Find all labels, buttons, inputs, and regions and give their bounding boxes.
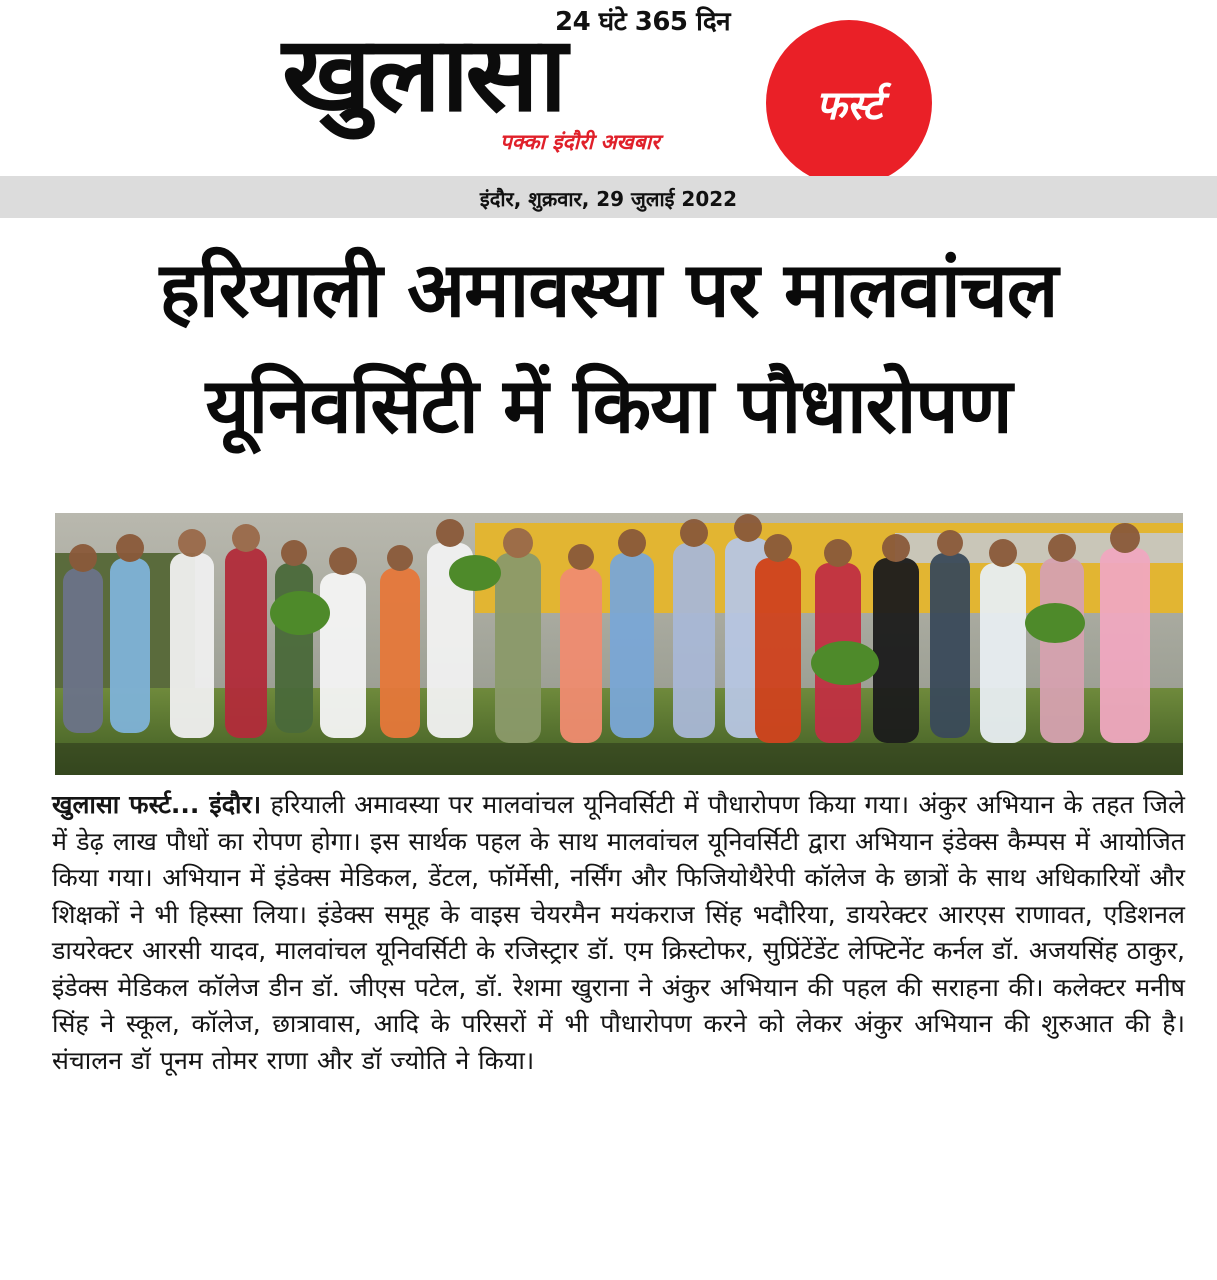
article-dateline: खुलासा फर्स्ट... इंदौर। [52,790,262,819]
group-photo-image [55,513,1183,775]
headline-line-2: यूनिवर्सिटी में किया पौधारोपण [205,361,1012,450]
masthead [0,0,1217,175]
badge-text: फर्स्ट [815,81,883,129]
group-photo [55,513,1183,775]
article-text: हरियाली अमावस्या पर मालवांचल यूनिवर्सिटी में पौधारोपण किया गया। अंकुर अभियान के तहत जिले में डेढ़ लाख पौधों का रोपण होगा। इस सार्थक पहल के साथ मालवांचल यूनिवर्सिटी द्वारा अभियान इंडेक्स कैम्पस में आयोजित किया गया। अभियान में इंडेक्स मेडिकल, डेंटल, फॉर्मेसी, नर्सिंग और फिजियोथैरेपी कॉलेज के छात्रों के साथ अधिकारियों और शिक्षकों ने भी हिस्सा लिया। इंडेक्स समूह के वाइस चेयरमैन मयंकराज सिंह भदौरिया, डायरेक्टर आरएस राणावत, एडिशनल डायरेक्टर आरसी यादव, मालवांचल यूनिवर्सिटी के रजिस्ट्रार डॉ. एम क्रिस्टोफर, सुप्रिंटेंडेंट लेफ्टिनेंट कर्नल डॉ. अजयसिंह ठाकुर, इंडेक्स मेडिकल कॉलेज डीन डॉ. जीएस पटेल, डॉ. रेशमा खुराना ने अंकुर अभियान की पहल की सराहना की। कलेक्टर मनीष सिंह ने स्कूल, कॉलेज, छात्रावास, आदि के परिसरों में भी पौधारोपण करने को लेकर अंकुर अभियान की शुरुआत की है। संचालन डॉ पूनम तोमर राणा और डॉ ज्योति ने किया। [52,790,1185,1075]
sub-tagline: पक्का इंदौरी अखबार [500,130,660,154]
headline [20,232,1197,464]
date-bar: इंदौर, शुक्रवार, 29 जुलाई 2022 [0,176,1217,218]
top-tagline: 24 घंटे 365 दिन [555,7,731,37]
brand-name: खुलासा [282,13,564,135]
first-badge-logo [766,20,932,186]
headline-line-1: हरियाली अमावस्या पर मालवांचल [159,245,1058,334]
article-body [52,787,1185,1079]
